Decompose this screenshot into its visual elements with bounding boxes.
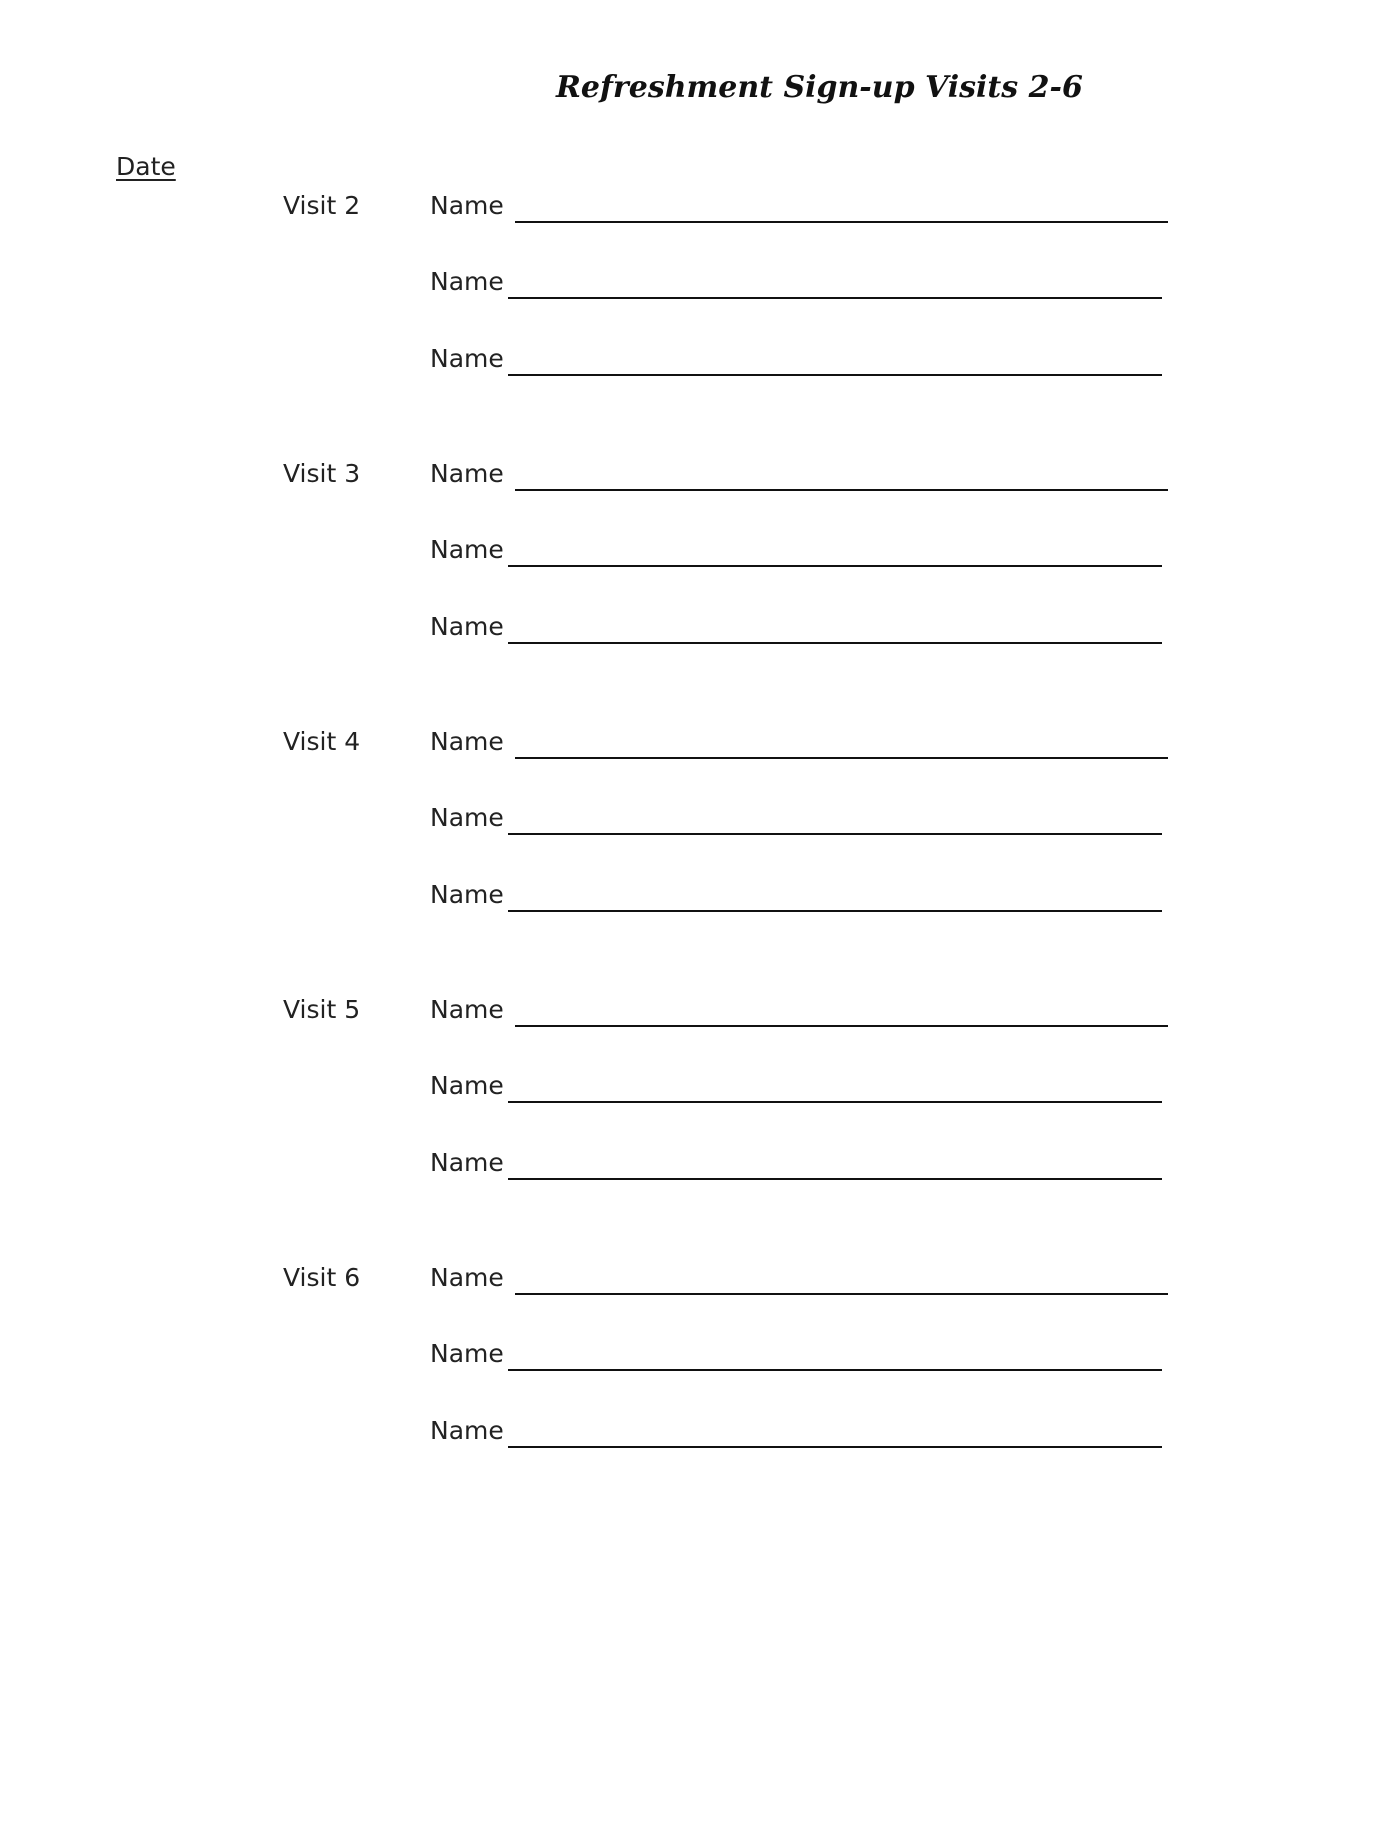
name-label: Name	[430, 459, 504, 488]
signature-line[interactable]	[508, 1446, 1162, 1448]
name-label: Name	[430, 267, 504, 296]
name-label: Name	[430, 1416, 504, 1445]
signature-line[interactable]	[515, 1025, 1168, 1027]
signature-line[interactable]	[508, 1369, 1162, 1371]
name-label: Name	[430, 191, 504, 220]
name-label: Name	[430, 535, 504, 564]
name-label: Name	[430, 1071, 504, 1100]
signature-line[interactable]	[508, 1178, 1162, 1180]
name-label: Name	[430, 803, 504, 832]
signature-line[interactable]	[508, 297, 1162, 299]
visit-label: Visit 4	[283, 727, 361, 756]
signature-line[interactable]	[515, 757, 1168, 759]
signature-line[interactable]	[515, 221, 1168, 223]
page-title: Refreshment Sign-up Visits 2-6	[556, 70, 1083, 105]
visit-label: Visit 3	[283, 459, 361, 488]
signature-line[interactable]	[508, 833, 1162, 835]
name-label: Name	[430, 880, 504, 909]
name-label: Name	[430, 1263, 504, 1292]
signature-line[interactable]	[508, 374, 1162, 376]
name-label: Name	[430, 612, 504, 641]
signature-line[interactable]	[508, 1101, 1162, 1103]
visit-label: Visit 6	[283, 1263, 361, 1292]
signature-line[interactable]	[515, 489, 1168, 491]
visit-label: Visit 2	[283, 191, 361, 220]
visit-label: Visit 5	[283, 995, 361, 1024]
date-label: Date	[116, 152, 176, 181]
signature-line[interactable]	[508, 910, 1162, 912]
name-label: Name	[430, 1148, 504, 1177]
name-label: Name	[430, 1339, 504, 1368]
name-label: Name	[430, 995, 504, 1024]
signature-line[interactable]	[508, 565, 1162, 567]
name-label: Name	[430, 727, 504, 756]
signature-line[interactable]	[515, 1293, 1168, 1295]
name-label: Name	[430, 344, 504, 373]
signature-line[interactable]	[508, 642, 1162, 644]
